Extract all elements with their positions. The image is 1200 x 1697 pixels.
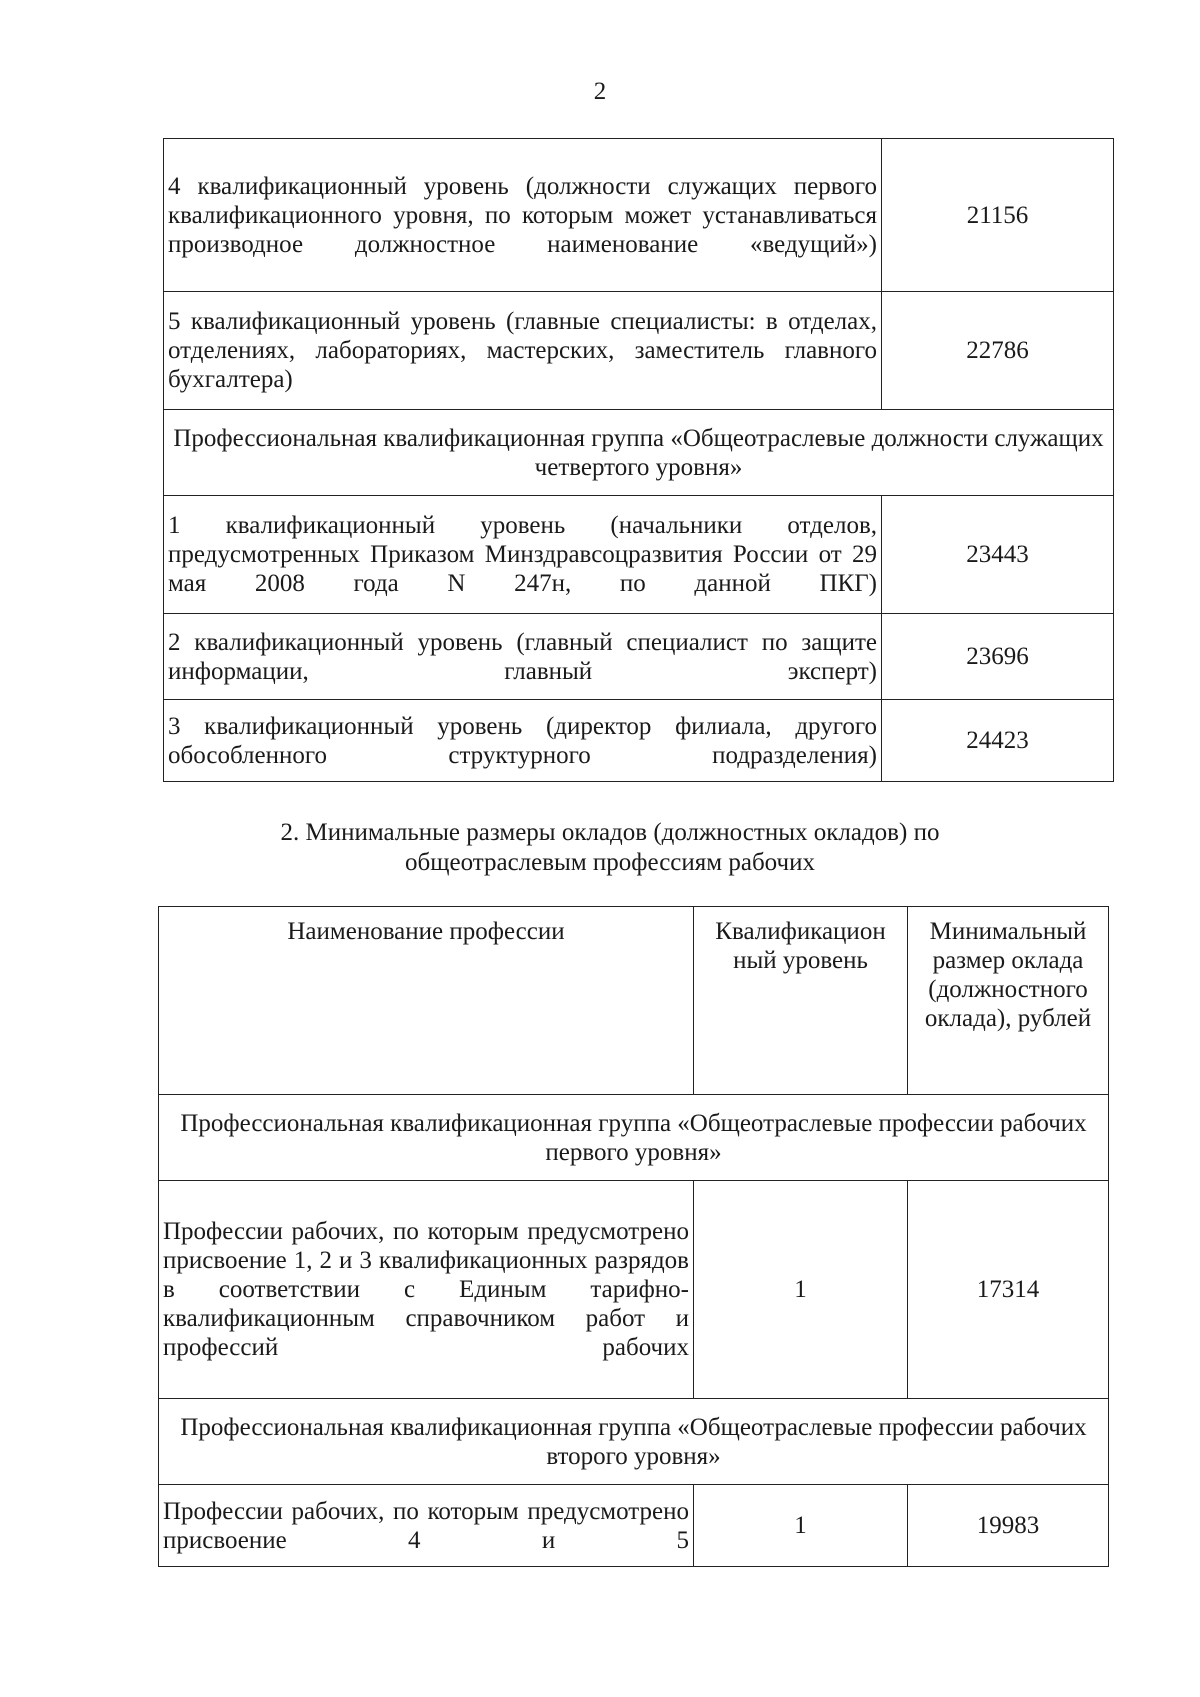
table-row	[159, 1399, 1109, 1485]
salary-value: 21156	[882, 139, 1114, 292]
qualification-level-description: 3 квалификационный уровень (директор филиала, другого обособленного структурного подразделения)	[164, 700, 882, 782]
section-title-line: 2. Минимальные размеры окладов (должностных окладов) по	[280, 819, 940, 846]
professional-group-heading: Профессиональная квалификационная группа «Общеотраслевые профессии рабочих первого уровня»	[159, 1095, 1109, 1181]
table-row	[164, 614, 1114, 700]
salary-value: 17314	[908, 1181, 1109, 1399]
salary-value: 24423	[882, 700, 1114, 782]
profession-description: Профессии рабочих, по которым предусмотрено присвоение 4 и 5	[159, 1485, 694, 1567]
table-header-row	[159, 907, 1109, 1095]
column-header-qualification-level: Квалификацион ный уровень	[694, 907, 908, 1095]
qualification-level-value: 1	[694, 1181, 908, 1399]
professional-group-heading: Профессиональная квалификационная группа «Общеотраслевые профессии рабочих второго уровня»	[159, 1399, 1109, 1485]
salary-value: 23443	[882, 496, 1114, 614]
salary-value: 22786	[882, 292, 1114, 410]
section-title-line: общеотраслевым профессиям рабочих	[405, 849, 815, 876]
column-header-profession: Наименование профессии	[159, 907, 694, 1095]
profession-description: Профессии рабочих, по которым предусмотрено присвоение 1, 2 и 3 квалификационных разрядов в соответствии с Единым тарифно-квалификационным справочником работ и профессий рабочих	[159, 1181, 694, 1399]
column-header-min-salary: Минимальный размер оклада (должностного оклада), рублей	[908, 907, 1109, 1095]
table-row	[164, 700, 1114, 782]
page-number: 2	[593, 78, 607, 105]
table-row	[164, 410, 1114, 496]
table-row	[164, 496, 1114, 614]
salary-value: 23696	[882, 614, 1114, 700]
table-row	[164, 139, 1114, 292]
table-row	[159, 1095, 1109, 1181]
qualification-level-description: 4 квалификационный уровень (должности служащих первого квалификационного уровня, по которым может устанавливаться производное должностное наименование «ведущий»)	[164, 139, 882, 292]
salary-table-workers	[158, 906, 1109, 1567]
qualification-level-value: 1	[694, 1485, 908, 1567]
table-row	[159, 1181, 1109, 1399]
salary-table-employees	[163, 138, 1114, 782]
salary-value: 19983	[908, 1485, 1109, 1567]
professional-group-heading: Профессиональная квалификационная группа «Общеотраслевые должности служащих четвертого уровня»	[164, 410, 1114, 496]
table-row	[164, 292, 1114, 410]
section-2-title	[230, 818, 990, 878]
table-row	[159, 1485, 1109, 1567]
qualification-level-description: 2 квалификационный уровень (главный специалист по защите информации, главный эксперт)	[164, 614, 882, 700]
qualification-level-description: 5 квалификационный уровень (главные специалисты: в отделах, отделениях, лабораториях, мастерских, заместитель главного бухгалтера)	[164, 292, 882, 410]
qualification-level-description: 1 квалификационный уровень (начальники отделов, предусмотренных Приказом Минздравсоцразвития России от 29 мая 2008 года N 247н, по данной ПКГ)	[164, 496, 882, 614]
